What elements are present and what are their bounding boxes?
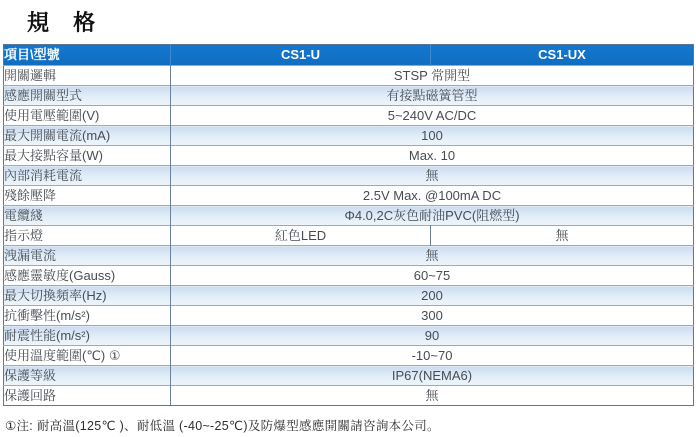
spec-table	[3, 44, 694, 406]
row-value-merged: IP67(NEMA6)	[171, 366, 694, 386]
row-value-merged: 5~240V AC/DC	[171, 106, 694, 126]
table-row	[4, 246, 694, 266]
row-label: 保護等級	[4, 366, 171, 386]
row-value-merged: STSP 常開型	[171, 66, 694, 86]
row-label: 感應靈敏度(Gauss)	[4, 266, 171, 286]
table-row	[4, 226, 694, 246]
table-row	[4, 346, 694, 366]
row-label: 感應開關型式	[4, 86, 171, 106]
table-row	[4, 326, 694, 346]
page-title: 規 格	[27, 10, 105, 35]
row-label: 抗衝擊性(m/s²)	[4, 306, 171, 326]
row-label: 殘餘壓降	[4, 186, 171, 206]
row-value-merged: -10~70	[171, 346, 694, 366]
row-label: 耐震性能(m/s²)	[4, 326, 171, 346]
footnote: ①注: 耐高溫(125℃ )、耐低溫 (-40~-25℃)及防爆型感應開關請咨詢本公司。	[5, 419, 440, 433]
spec-table-header	[4, 45, 694, 66]
table-row	[4, 266, 694, 286]
table-row	[4, 366, 694, 386]
table-row	[4, 86, 694, 106]
col-header-item-model: 項目\型號	[4, 45, 171, 66]
table-row	[4, 306, 694, 326]
row-label: 最大開關電流(mA)	[4, 126, 171, 146]
row-value-cs1-u: 紅色LED	[171, 226, 431, 246]
row-label: 使用電壓範圍(V)	[4, 106, 171, 126]
row-label: 電纜綫	[4, 206, 171, 226]
row-value-merged: 無	[171, 386, 694, 406]
row-value-merged: 60~75	[171, 266, 694, 286]
row-label: 保護回路	[4, 386, 171, 406]
row-value-merged: 無	[171, 166, 694, 186]
table-row	[4, 146, 694, 166]
row-label: 最大切換頻率(Hz)	[4, 286, 171, 306]
row-label: 開關邏輯	[4, 66, 171, 86]
row-value-merged: 200	[171, 286, 694, 306]
header-row	[4, 45, 694, 66]
row-value-merged: Max. 10	[171, 146, 694, 166]
spec-table-body	[4, 66, 694, 406]
table-row	[4, 166, 694, 186]
row-value-merged: 無	[171, 246, 694, 266]
row-value-merged: 有接點磁簧管型	[171, 86, 694, 106]
col-header-cs1-u: CS1-U	[171, 45, 431, 66]
row-value-merged: 100	[171, 126, 694, 146]
row-label: 內部消耗電流	[4, 166, 171, 186]
row-label: 最大接點容量(W)	[4, 146, 171, 166]
table-row	[4, 286, 694, 306]
row-value-merged: 90	[171, 326, 694, 346]
row-label: 指示燈	[4, 226, 171, 246]
table-row	[4, 386, 694, 406]
row-value-merged: 300	[171, 306, 694, 326]
table-row	[4, 186, 694, 206]
table-row	[4, 106, 694, 126]
table-row	[4, 126, 694, 146]
row-value-merged: 2.5V Max. @100mA DC	[171, 186, 694, 206]
table-row	[4, 66, 694, 86]
row-label: 使用溫度範圍(℃) ①	[4, 346, 171, 366]
row-value-cs1-ux: 無	[431, 226, 694, 246]
col-header-cs1-ux: CS1-UX	[431, 45, 694, 66]
row-label: 洩漏電流	[4, 246, 171, 266]
row-value-merged: Φ4.0,2C灰色耐油PVC(阻燃型)	[171, 206, 694, 226]
table-row	[4, 206, 694, 226]
